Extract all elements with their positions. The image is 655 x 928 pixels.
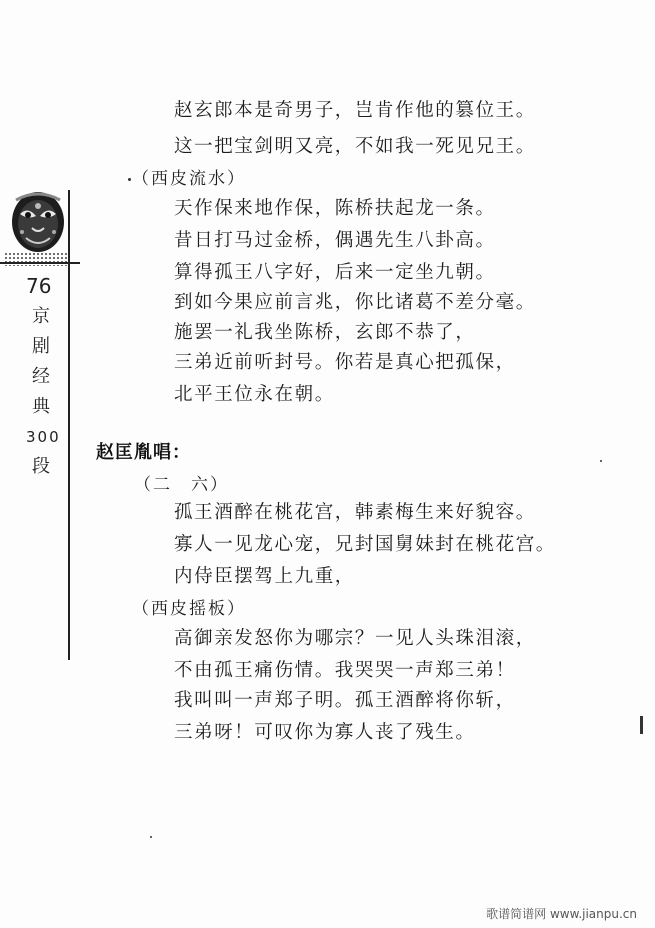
book-title-char: 段 <box>32 456 50 477</box>
book-title-char: 经 <box>32 366 50 387</box>
lyric-line: 昔日打马过金桥，偶遇先生八卦高。 <box>174 230 496 251</box>
book-title-char: 剧 <box>32 336 50 357</box>
scan-mark <box>640 716 643 734</box>
tune-label: （二 六） <box>134 475 229 495</box>
lyric-line: 高御亲发怒你为哪宗？一见人头珠泪滚， <box>174 628 536 649</box>
scan-speck <box>150 836 152 838</box>
book-title-char: 京 <box>32 306 50 327</box>
scan-speck <box>128 178 131 181</box>
lyric-line: 这一把宝剑明又亮，不如我一死见兄王。 <box>174 136 536 157</box>
book-title-vertical <box>26 302 61 482</box>
lyric-line: 三弟近前听封号。你若是真心把孤保， <box>174 352 516 373</box>
lyric-line: 赵玄郎本是奇男子，岂肯作他的篡位王。 <box>174 100 536 121</box>
watermark-text: 歌谱简谱网 www.jianpu.cn <box>486 907 637 921</box>
tune-label: （西皮摇板） <box>132 599 246 619</box>
lyric-line: 寡人一见龙心宠，兄封国舅妹封在桃花宫。 <box>174 534 556 555</box>
lyric-line: 内侍臣摆驾上九重， <box>174 566 355 587</box>
lyric-line: 算得孤王八字好，后来一定坐九朝。 <box>174 262 496 283</box>
lyric-line: 天作保来地作保，陈桥扶起龙一条。 <box>174 198 496 219</box>
divider-vertical <box>68 190 70 660</box>
lyric-line: 孤王酒醉在桃花宫，韩素梅生来好貌容。 <box>174 502 536 523</box>
lyric-line: 到如今果应前言兆，你比诸葛不差分毫。 <box>174 292 536 313</box>
book-title-char: 典 <box>32 396 50 417</box>
lyric-line: 北平王位永在朝。 <box>174 384 335 405</box>
lyric-line: 不由孤王痛伤情。我哭哭一声郑三弟！ <box>174 660 516 681</box>
lyric-line: 三弟呀！可叹你为寡人丧了残生。 <box>174 722 476 743</box>
scan-speck <box>600 460 602 462</box>
lyric-line: 施罢一礼我坐陈桥，玄郎不恭了， <box>174 322 476 343</box>
speaker-heading: 赵匡胤唱： <box>96 442 191 463</box>
tune-label: （西皮流水） <box>132 169 246 189</box>
book-title-number: 300 <box>26 428 61 446</box>
page-number: 76 <box>26 274 52 298</box>
lyric-line: 我叫叫一声郑子明。孤王酒醉将你斩， <box>174 690 516 711</box>
